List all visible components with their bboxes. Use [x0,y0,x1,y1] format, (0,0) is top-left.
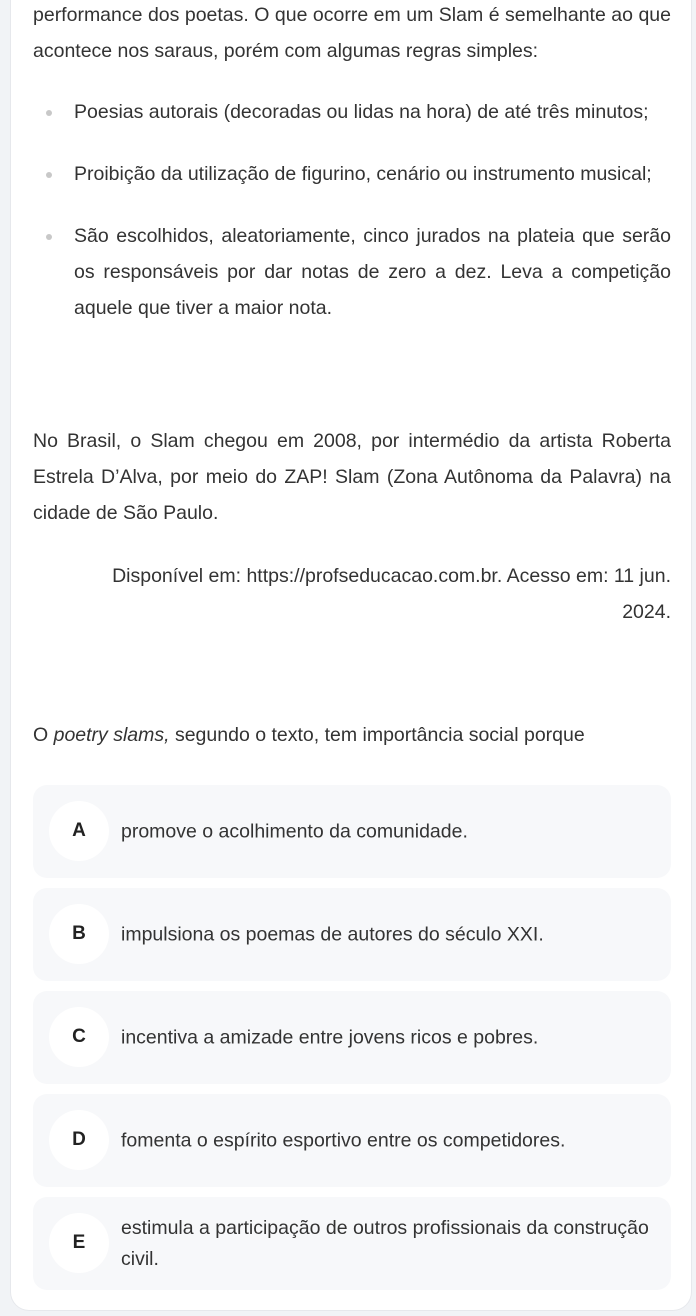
option-text: impulsiona os poemas de autores do século XXI. [121,923,544,945]
option-c[interactable] [33,991,671,1084]
rule-item [33,94,671,130]
rule-text: Proibição da utilização de figurino, cenário ou instrumento musical; [74,163,652,185]
question-term: poetry slams, [53,724,170,746]
option-e[interactable] [33,1197,671,1290]
rule-item [33,218,671,326]
passage-brasil: No Brasil, o Slam chegou em 2008, por intermédio da artista Roberta Estrela D’Alva, por meio do ZAP! Slam (Zona Autônoma da Palavra) na cidade de São Paulo. [33,430,671,524]
option-text: fomenta o espírito esportivo entre os competidores. [121,1129,566,1151]
bullet-dot-icon [46,234,52,240]
option-text: estimula a participação de outros profissionais da construção civil. [121,1216,649,1270]
option-a[interactable] [33,785,671,878]
rule-text: Poesias autorais (decoradas ou lidas na hora) de até três minutos; [74,101,649,123]
option-d[interactable] [33,1094,671,1187]
source-citation: Disponível em: https://profseducacao.com.br. Acesso em: 11 jun. 2024. [112,565,671,623]
option-letter: C [49,1007,109,1067]
option-b[interactable] [33,888,671,981]
bullet-dot-icon [46,110,52,116]
option-letter: E [49,1213,109,1273]
question-prefix: O [33,724,54,746]
answer-options [33,785,671,1300]
option-letter: B [49,904,109,964]
bullet-dot-icon [46,172,52,178]
rule-text: São escolhidos, aleatoriamente, cinco jurados na plateia que serão os responsáveis por dar notas de zero a dez. Leva a competição aquele que tiver a maior nota. [74,225,671,319]
rules-list [33,94,671,352]
passage-intro: performance dos poetas. O que ocorre em um Slam é semelhante ao que acontece nos saraus, porém com algumas regras simples: [33,4,671,62]
option-letter: A [49,801,109,861]
option-text: promove o acolhimento da comunidade. [121,820,468,842]
question-suffix: segundo o texto, tem importância social porque [169,724,585,746]
question-prompt [33,717,671,753]
rule-item [33,156,671,192]
option-letter: D [49,1110,109,1170]
option-text: incentiva a amizade entre jovens ricos e pobres. [121,1026,539,1048]
